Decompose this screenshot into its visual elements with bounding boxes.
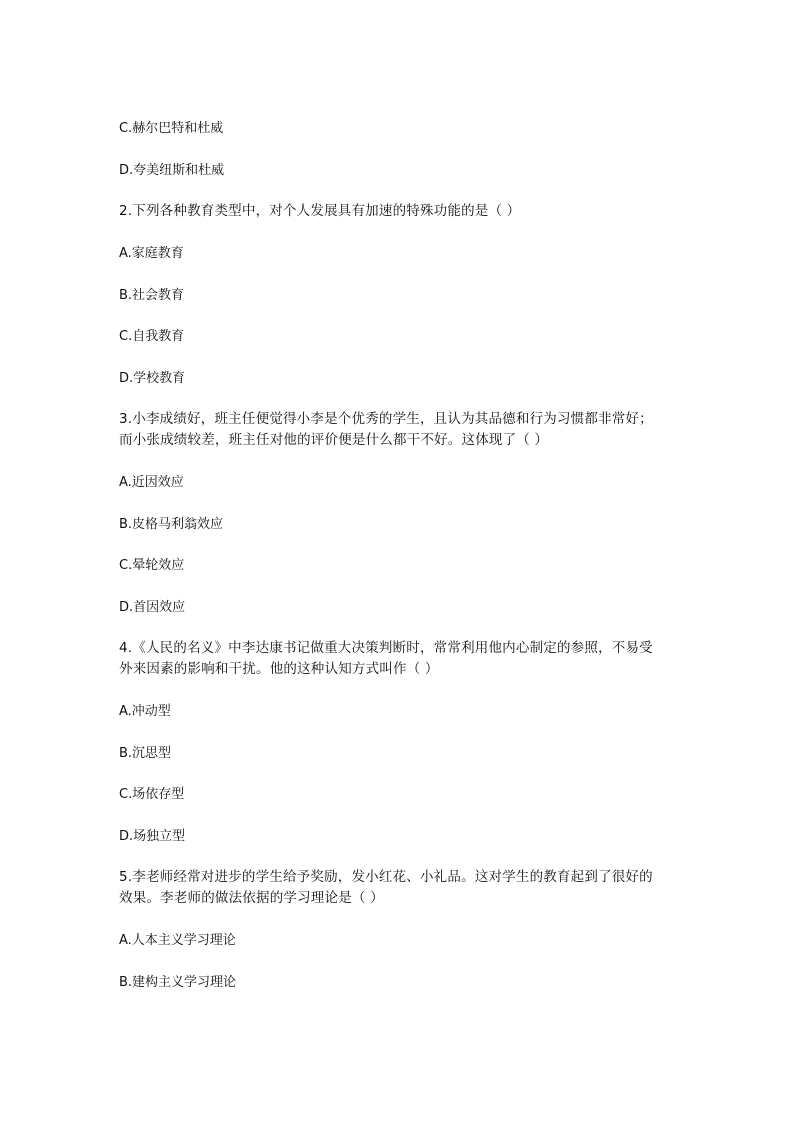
option-d-q3: D.首因效应 [119,600,186,615]
option-c-q4: C.场依存型 [119,787,185,802]
option-b-q2: B.社会教育 [119,288,185,303]
question-4-line-2: 外来因素的影响和干扰。他的这种认知方式叫作（ ） [119,661,439,677]
question-5-line-2: 效果。李老师的做法依据的学习理论是（ ） [119,890,384,906]
option-d-q2: D.学校教育 [119,371,186,386]
option-b-q4: B.沉思型 [119,746,172,761]
question-4-line-1: 4.《人民的名义》中李达康书记做重大决策判断时，常常利用他内心制定的参照，不易受 [119,640,653,656]
question-5-line-1: 5.李老师经常对进步的学生给予奖励，发小红花、小礼品。这对学生的教育起到了很好的 [119,869,653,885]
question-2: 2.下列各种教育类型中，对个人发展具有加速的特殊功能的是（ ） [119,203,521,219]
option-c-q3: C.晕轮效应 [119,558,185,573]
option-d-q1: D.夸美纽斯和杜威 [119,163,225,178]
option-c-q1: C.赫尔巴特和杜威 [119,121,224,136]
question-3-line-2: 而小张成绩较差，班主任对他的评价便是什么都干不好。这体现了（ ） [119,432,549,448]
option-a-q5: A.人本主义学习理论 [119,933,236,948]
option-a-q3: A.近因效应 [119,475,184,490]
option-b-q5: B.建构主义学习理论 [119,975,237,990]
option-a-q2: A.家庭教育 [119,246,184,261]
option-b-q3: B.皮格马利翁效应 [119,517,224,532]
option-c-q2: C.自我教育 [119,329,185,344]
option-d-q4: D.场独立型 [119,829,186,844]
option-a-q4: A.冲动型 [119,704,171,719]
question-3-line-1: 3.小李成绩好，班主任便觉得小李是个优秀的学生，且认为其品德和行为习惯都非常好； [119,411,653,427]
